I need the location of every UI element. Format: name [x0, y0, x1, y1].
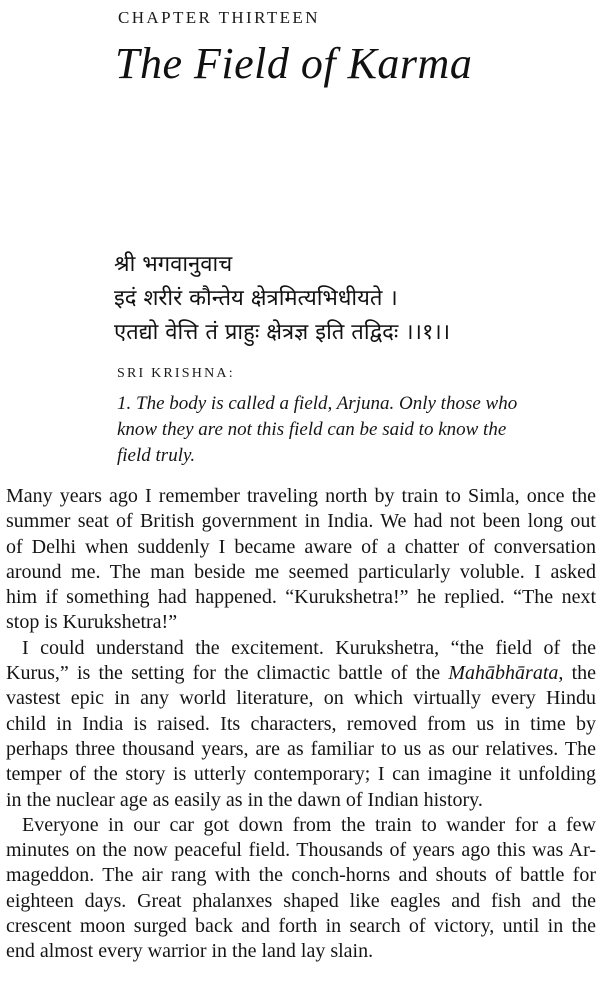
translation-line: field truly. [117, 445, 196, 466]
translation-line: 1. The body is called a field, Arjuna. Only those who [117, 393, 518, 414]
text-line: I could understand the excitement. Kurukshetra, “the field of the [22, 636, 596, 659]
text-line: Everyone in our car got down from the train to wander for a few [22, 813, 596, 836]
verse-line: एतद्यो वेत्ति तं प्राहुः क्षेत्रज्ञ इति तद्विदः ।।१।। [114, 320, 451, 345]
paragraph [6, 813, 596, 965]
text-line: summer seat of British government in India. We had not been long out [6, 510, 596, 533]
text-line: minutes on the now peaceful field. Thousands of years ago this was Ar- [6, 839, 596, 862]
chapter-label: CHAPTER THIRTEEN [118, 8, 320, 27]
paragraph [6, 484, 596, 636]
text-line: end almost every warrior in the land lay slain. [6, 940, 374, 963]
text-line: Many years ago I remember traveling north by train to Simla, once the [6, 485, 596, 507]
verse-line: इदं शरीरं कौन्तेय क्षेत्रमित्यभिधीयते । [114, 286, 398, 311]
verse-block [114, 248, 584, 350]
text-line: him if something had happened. “Kurukshetra!” he replied. “The next [6, 586, 596, 609]
text-line: in the nuclear age as easily as in the dawn of Indian history. [6, 788, 483, 811]
speaker-label: SRI KRISHNA: [117, 366, 235, 381]
text-line: Kurus,” is the setting for the climactic battle of the Mahābhārata, the [6, 662, 597, 685]
paragraph [6, 636, 596, 813]
text-line: around me. The man beside me seemed particularly voluble. I asked [6, 560, 596, 583]
text-line: eighteen days. Great phalanxes shaped like eagles and fish and the [6, 889, 596, 912]
chapter-title: The Field of Karma [115, 39, 473, 88]
text-line: stop is Kurukshetra!” [6, 611, 178, 634]
text-line: of Delhi when suddenly I became aware of a chatter of conversation [6, 535, 596, 558]
text-line: crescent moon surged back and forth in search of victory, until in the [6, 915, 596, 938]
text-line: temper of the story is utterly contemporary; I can imagine it unfolding [6, 763, 596, 786]
translation-line: know they are not this field can be said to know the [117, 419, 507, 440]
body-text [6, 484, 596, 965]
verse-translation [117, 391, 587, 469]
verse-line: श्री भगवानुवाच [114, 252, 233, 277]
text-line: child in India is raised. Its characters, removed from us in time by [6, 712, 596, 735]
text-line: vastest epic in any world literature, on which virtually every Hindu [6, 687, 596, 710]
text-line: mageddon. The air rang with the conch-horns and shouts of battle for [6, 864, 596, 887]
epic-title-italic: Mahābhārata [448, 662, 559, 685]
text-line: perhaps three thousand years, are as familiar to us as our relatives. The [6, 737, 596, 760]
